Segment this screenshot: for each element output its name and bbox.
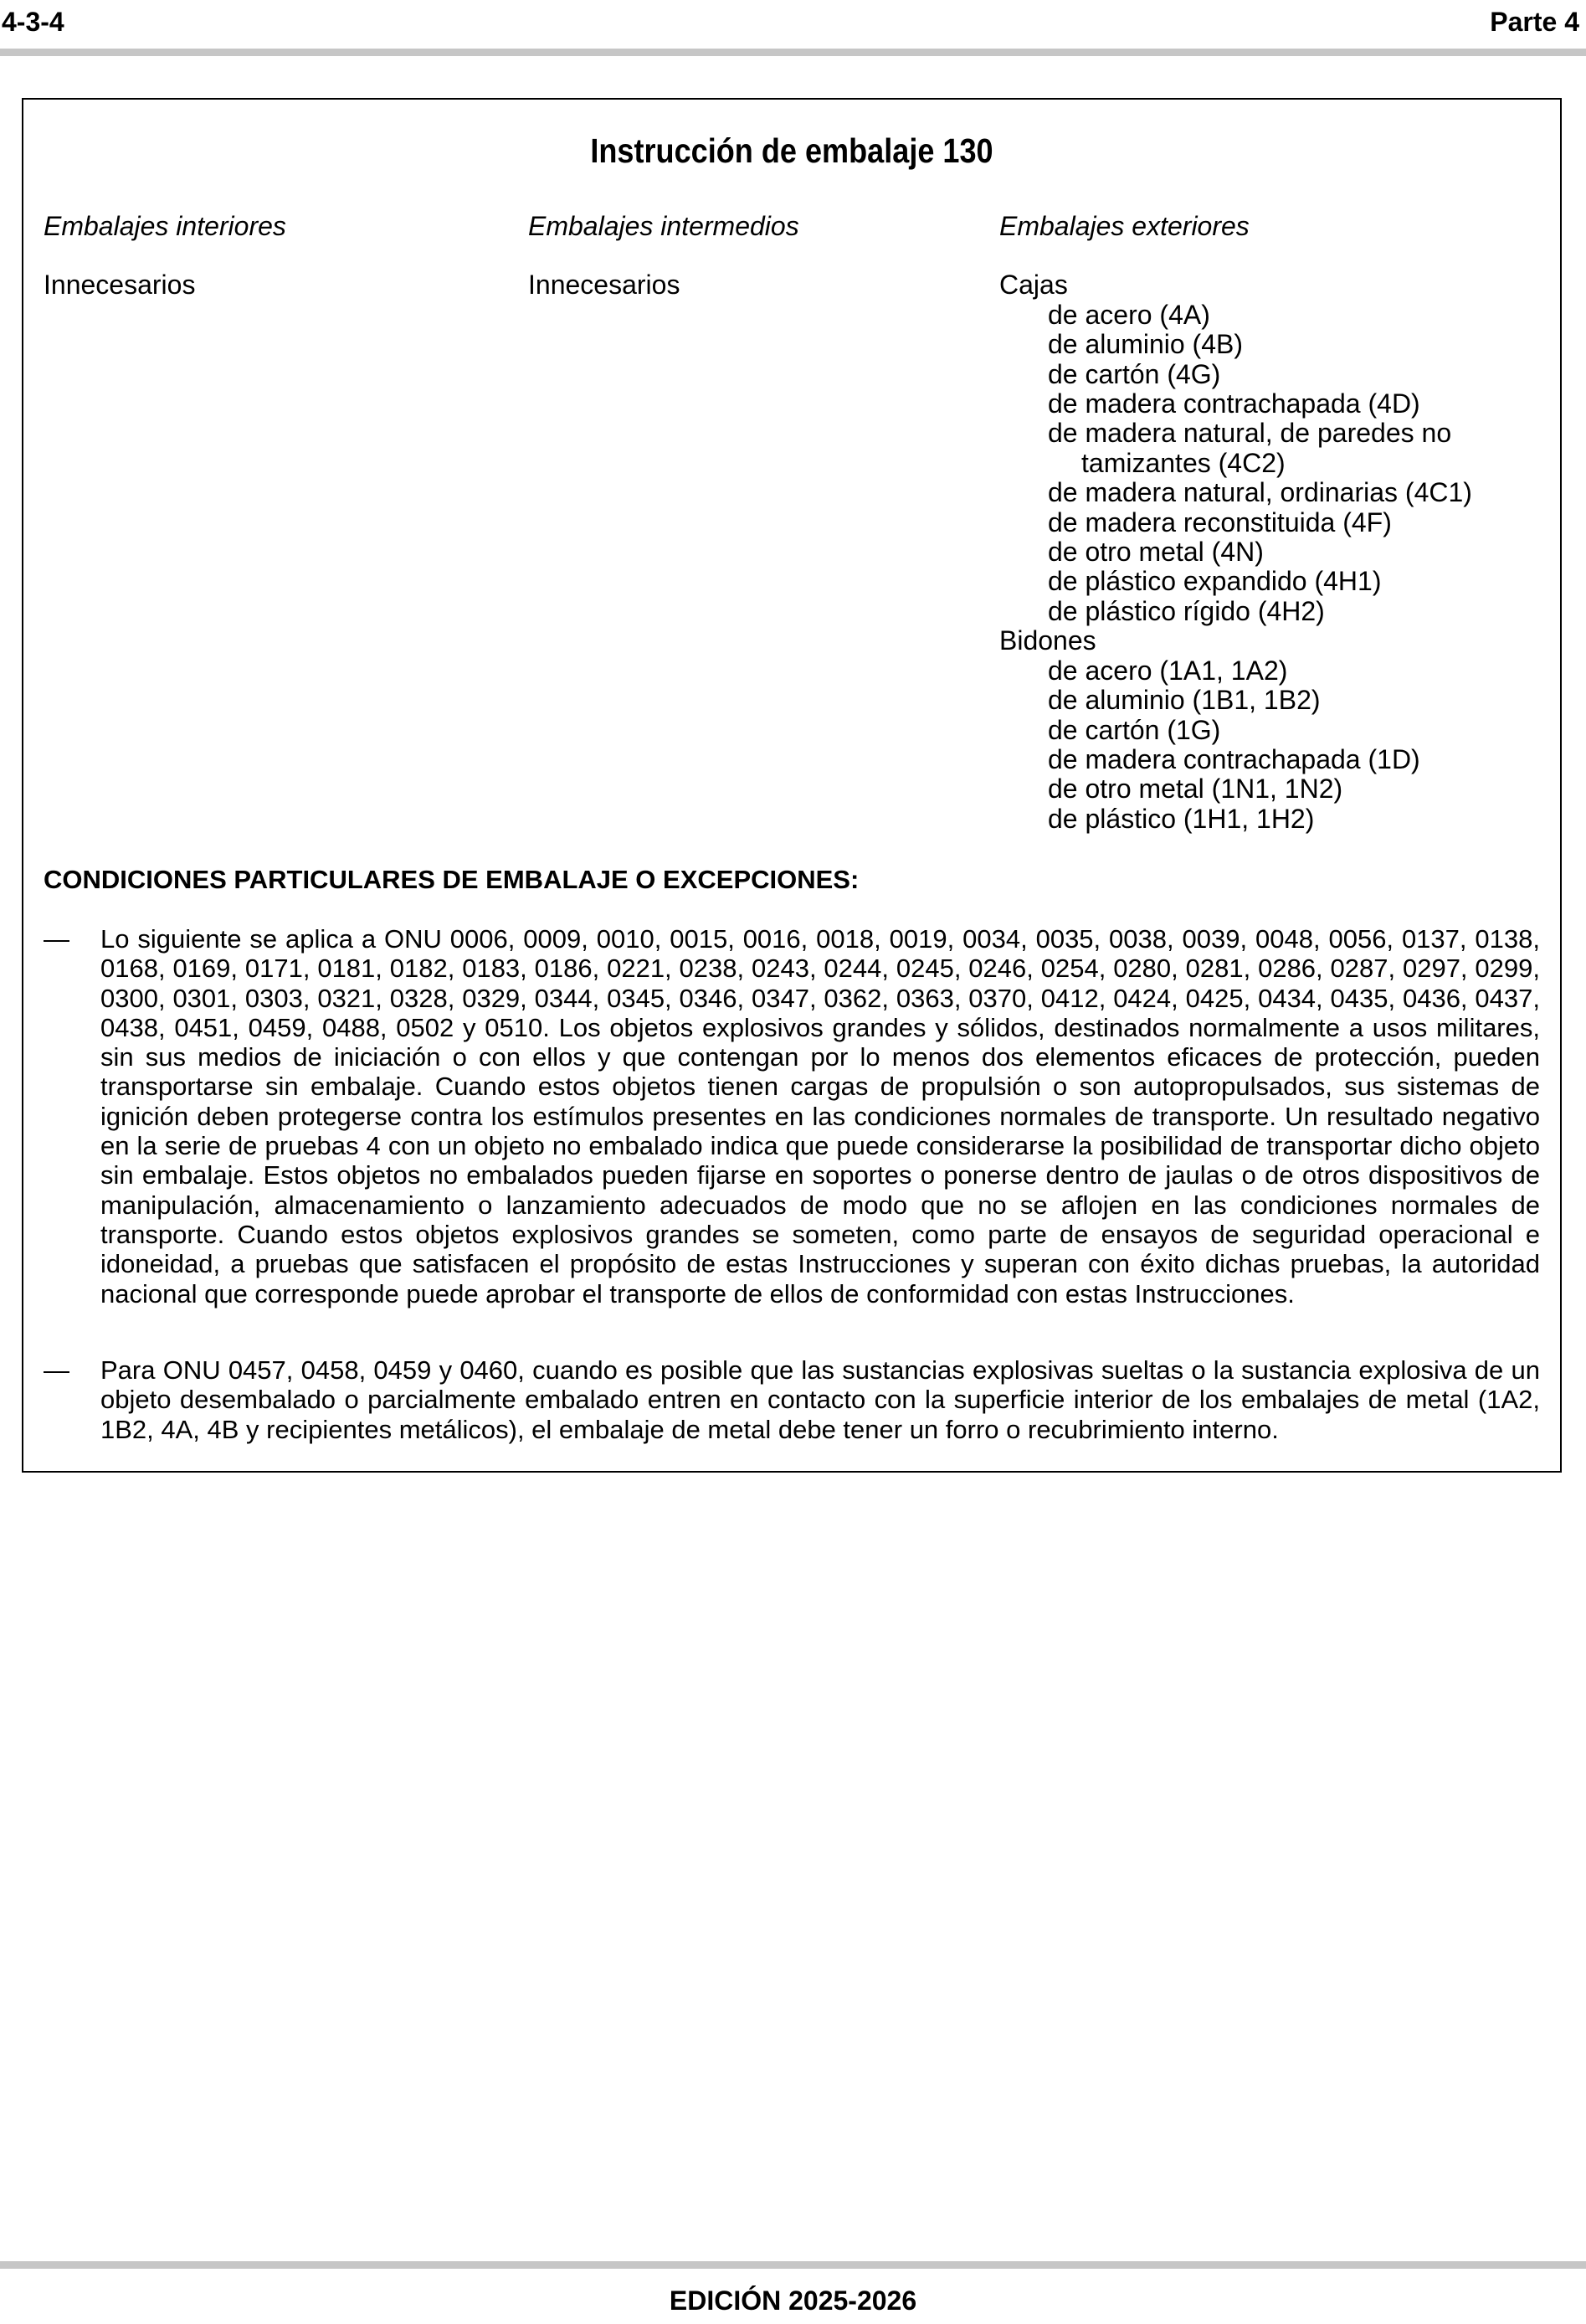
list-item: de plástico rígido (4H2) — [1048, 595, 1325, 626]
list-item: de madera contrachapada (1D) — [1048, 743, 1420, 774]
list-item: de aluminio (1B1, 1B2) — [1048, 685, 1321, 716]
list-item: de aluminio (4B) — [1048, 329, 1243, 360]
em-dash: — — [44, 1355, 69, 1385]
list-item: de otro metal (4N) — [1048, 537, 1264, 568]
list-item: de madera natural, ordinarias (4C1) — [1048, 477, 1472, 508]
intermediate-packaging-value: Innecesarios — [528, 270, 680, 301]
special-conditions-heading: CONDICIONES PARTICULARES DE EMBALAJE O EXCEPCIONES: — [44, 865, 860, 894]
section-number: 4-3-4 — [2, 7, 64, 37]
inner-packaging-column — [44, 212, 286, 301]
list-item: de acero (4A) — [1048, 299, 1210, 330]
condition-item-2 — [44, 1355, 1540, 1444]
list-item: de cartón (4G) — [1048, 358, 1221, 389]
list-item: de acero (1A1, 1A2) — [1048, 655, 1288, 686]
inner-packaging-value: Innecesarios — [44, 270, 196, 301]
packing-instruction-box — [22, 98, 1562, 1473]
list-item: de plástico expandido (4H1) — [1048, 566, 1382, 597]
condition-item-1 — [44, 924, 1540, 1309]
inner-packaging-heading: Embalajes interiores — [44, 211, 286, 241]
outer-group-boxes: Cajas — [999, 270, 1068, 301]
em-dash: — — [44, 924, 69, 954]
list-item: de madera reconstituida (4F) — [1048, 506, 1392, 537]
intermediate-packaging-column — [528, 212, 799, 301]
intermediate-packaging-heading: Embalajes intermedios — [528, 211, 799, 241]
list-item: de madera contrachapada (4D) — [1048, 388, 1420, 419]
list-item: de plástico (1H1, 1H2) — [1048, 803, 1315, 834]
list-item: de madera natural, de paredes no — [1048, 418, 1452, 449]
list-item: tamizantes (4C2) — [1081, 447, 1286, 478]
outer-packaging-column — [999, 212, 1472, 834]
edition-footer: EDICIÓN 2025-2026 — [669, 2285, 917, 2316]
list-item: de cartón (1G) — [1048, 714, 1221, 745]
list-item: de otro metal (1N1, 1N2) — [1048, 774, 1343, 805]
outer-packaging-heading: Embalajes exteriores — [999, 211, 1250, 241]
outer-group-drums: Bidones — [999, 625, 1096, 656]
part-label: Parte 4 — [1490, 7, 1579, 37]
condition-text-2: Para ONU 0457, 0458, 0459 y 0460, cuando es posible que las sustancias explosivas sueltas o la sustancia explosiva de un objeto desembalado o parcialmente embalado entren en contacto con la superficie interior de los embalajes de metal (1A2, 1B2, 4A, 4B y recipientes metálicos), el embalaje de metal debe tener un forro o recubrimiento interno. — [100, 1355, 1540, 1444]
page-title: Instrucción de embalaje 130 — [590, 131, 993, 170]
footer-rule — [0, 2261, 1586, 2269]
header-rule — [0, 49, 1586, 56]
condition-text-1: Lo siguiente se aplica a ONU 0006, 0009, 0010, 0015, 0016, 0018, 0019, 0034, 0035, 0038, 0039, 0048, 0056, 0137, 0138, 0168, 0169, 0171, 0181, 0182, 0183, 0186, 0221, 0238, 0243, 0244, 0245, 0246, 0254, 0280, 0281, 0286, 0287, 0297, 0299, 0300, 0301, 0303, 0321, 0328, 0329, 0344, 0345, 0346, 0347, 0362, 0363, 0370, 0412, 0424, 0425, 0434, 0435, 0436, 0437, 0438, 0451, 0459, 0488, 0502 y 0510. Los objetos explosivos grandes y sólidos, destinados normalmente a usos militares, sin sus medios de iniciación o con ellos y que contengan por lo menos dos elementos eficaces de protección, pueden transportarse sin embalaje. Cuando estos objetos tienen cargas de propulsión o son autopropulsados, sus sistemas de ignición deben protegerse contra los estímulos presentes en las condiciones normales de transporte. Un resultado negativo en la serie de pruebas 4 con un objeto no embalado indica que puede considerarse la posibilidad de transportar dicho objeto sin embalaje. Estos objetos no embalados pueden fijarse en soportes o ponerse dentro de jaulas o de otros dispositivos de manipulación, almacenamiento o lanzamiento adecuados de modo que no se aflojen en las condiciones normales de transporte. Cuando estos objetos explosivos grandes se someten, como parte de ensayos de seguridad operacional e idoneidad, a pruebas que satisfacen el propósito de estas Instrucciones y superan con éxito dichas pruebas, la autoridad nacional que corresponde puede aprobar el transporte de ellos de conformidad con estas Instrucciones. — [100, 924, 1540, 1309]
